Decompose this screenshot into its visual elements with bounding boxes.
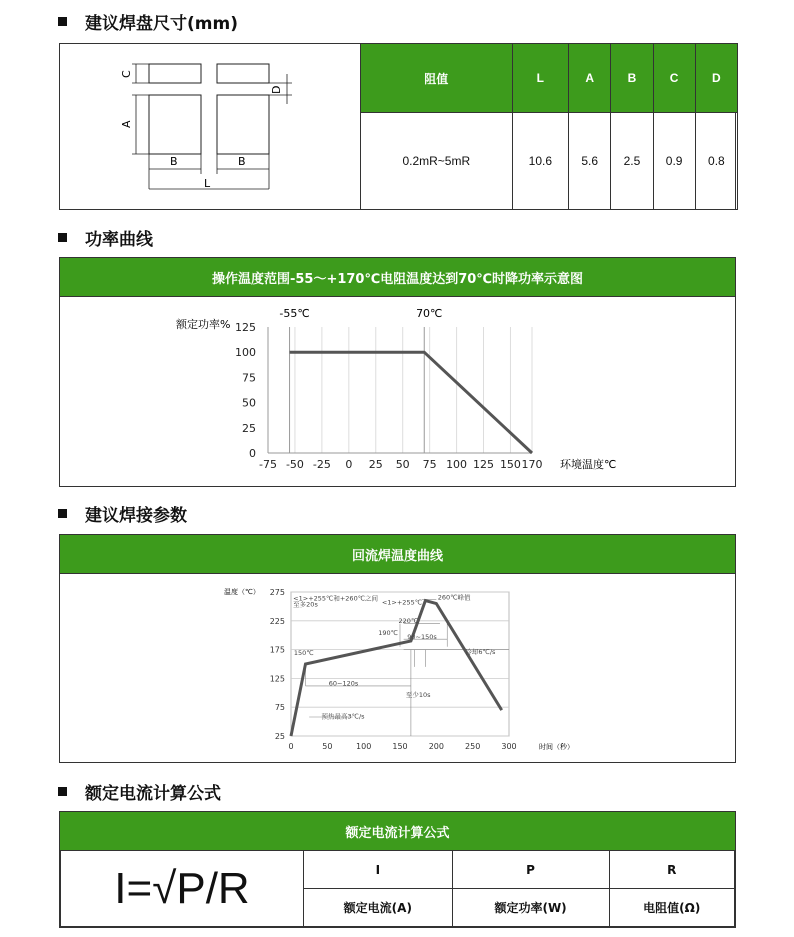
reflow-ann-150: 150℃ xyxy=(293,648,314,657)
formula-panel xyxy=(59,811,736,928)
power-series-line xyxy=(290,352,532,453)
section-title-pad xyxy=(58,9,238,34)
reflow-chart-title: 回流焊温度曲线 xyxy=(60,535,735,574)
reflow-x-tick: 0 xyxy=(288,742,294,751)
power-curve-panel xyxy=(59,257,736,487)
cell-d: 0.8 xyxy=(695,113,737,210)
pad-bottom-left xyxy=(149,95,201,154)
power-x-label: 环境温度℃ xyxy=(560,458,617,471)
power-x-tick: -25 xyxy=(312,458,331,471)
reflow-y-tick: 225 xyxy=(269,616,285,626)
formula-value-p: 额定功率(W) xyxy=(452,889,609,927)
formula-value-r: 电阻值(Ω) xyxy=(609,889,735,927)
reflow-y-label: 温度（℃） xyxy=(224,588,260,596)
dim-label-b-right: B xyxy=(238,155,246,168)
bullet-square xyxy=(58,509,67,518)
section-title-text: 建议焊接参数 xyxy=(85,506,187,526)
reflow-y-tick: 25 xyxy=(274,732,285,741)
header-l: L xyxy=(512,44,569,113)
power-x-tick: 25 xyxy=(368,458,383,471)
formula-header-r: R xyxy=(609,851,735,889)
section-title-formula xyxy=(58,779,221,804)
dim-label-l: L xyxy=(204,177,211,190)
cell-a: 5.6 xyxy=(569,113,611,210)
cell-l: 10.6 xyxy=(512,113,569,210)
pad-top-left xyxy=(149,64,201,83)
reflow-chart xyxy=(60,574,735,763)
reflow-ann-min10s: 至少10s xyxy=(405,690,431,699)
power-y-tick: 50 xyxy=(242,396,256,410)
power-x-tick: 50 xyxy=(395,458,410,471)
power-x-tick: 150 xyxy=(499,458,521,471)
power-x-tick: -50 xyxy=(285,458,304,471)
power-y-label: 额定功率% xyxy=(176,318,231,331)
cell-b: 2.5 xyxy=(611,113,653,210)
header-c: C xyxy=(653,44,695,113)
dim-label-c: C xyxy=(120,70,133,78)
formula-value-i: 额定电流(A) xyxy=(304,889,453,927)
power-x-tick: 75 xyxy=(422,458,437,471)
reflow-ann-90-150: 90~150s xyxy=(407,633,437,642)
power-y-tick: 25 xyxy=(242,421,256,435)
reflow-ann-60-120: 60~120s xyxy=(328,679,359,688)
reflow-ann-preheat: 预热最高3℃/s xyxy=(321,712,365,721)
reflow-x-label: 时间（秒） xyxy=(539,743,574,751)
reflow-ann-255: <1>+255℃ xyxy=(381,598,423,607)
power-y-tick: 100 xyxy=(235,346,256,360)
section-title-text: 额定电流计算公式 xyxy=(85,784,221,804)
power-x-tick: 125 xyxy=(473,458,495,471)
power-mark-70: 70℃ xyxy=(416,307,443,320)
power-x-tick: 100 xyxy=(446,458,468,471)
reflow-ann-220: 220℃ xyxy=(398,617,419,626)
header-a: A xyxy=(569,44,611,113)
power-x-tick: -75 xyxy=(259,458,277,471)
reflow-x-tick: 200 xyxy=(428,742,444,751)
power-y-tick: 125 xyxy=(235,321,256,334)
reflow-x-tick: 50 xyxy=(322,742,333,751)
section-title-power xyxy=(58,225,153,250)
formula-expression: I=√P/R xyxy=(61,851,304,927)
reflow-y-tick: 75 xyxy=(274,703,285,713)
cell-c: 0.9 xyxy=(653,113,695,210)
reflow-panel xyxy=(59,534,736,763)
reflow-x-tick: 250 xyxy=(465,742,481,751)
power-x-tick: 170 xyxy=(521,458,543,471)
header-resistance: 阻值 xyxy=(361,44,513,113)
bullet-square xyxy=(58,17,67,26)
formula-title: 额定电流计算公式 xyxy=(60,812,735,851)
pad-top-right xyxy=(217,64,269,83)
bullet-square xyxy=(58,787,67,796)
header-b: B xyxy=(611,44,653,113)
reflow-y-tick: 275 xyxy=(269,588,285,597)
reflow-ann-190: 190℃ xyxy=(378,629,398,638)
pad-diagram xyxy=(60,44,360,209)
formula-header-i: I xyxy=(304,851,453,889)
power-mark-minus55: -55℃ xyxy=(279,307,310,320)
formula-table xyxy=(60,850,735,927)
dimension-table xyxy=(360,43,738,210)
bullet-square xyxy=(58,233,67,242)
power-y-tick: 0 xyxy=(249,447,256,460)
reflow-y-tick: 125 xyxy=(269,674,285,684)
dim-label-a: A xyxy=(120,120,133,128)
formula-header-p: P xyxy=(452,851,609,889)
reflow-ann-peak: 260℃峰值 xyxy=(437,593,471,602)
cell-resistance: 0.2mR~5mR xyxy=(361,113,513,210)
reflow-ann-cooling: 冷却6℃/s xyxy=(465,648,496,657)
power-chart xyxy=(60,297,735,487)
reflow-x-tick: 100 xyxy=(356,742,372,751)
reflow-ann-255-260: <1>+255℃和+260℃之间 xyxy=(293,594,379,603)
pad-size-panel xyxy=(59,43,736,210)
section-title-text: 功率曲线 xyxy=(85,230,153,250)
pad-bottom-right xyxy=(217,95,269,154)
reflow-ann-max20s: 至多20s xyxy=(293,600,318,609)
reflow-x-tick: 300 xyxy=(501,742,517,751)
section-title-solder xyxy=(58,501,187,526)
section-title-text: 建议焊盘尺寸(mm) xyxy=(85,14,238,34)
power-y-tick: 75 xyxy=(242,371,256,385)
dim-label-b-left: B xyxy=(170,155,178,168)
reflow-y-tick: 175 xyxy=(269,645,285,655)
power-x-tick: 0 xyxy=(345,458,353,471)
header-d: D xyxy=(695,44,737,113)
reflow-x-tick: 150 xyxy=(392,742,408,751)
power-chart-title: 操作温度范围-55～+170℃电阻温度达到70℃时降功率示意图 xyxy=(60,258,735,297)
dim-label-d: D xyxy=(270,85,283,94)
